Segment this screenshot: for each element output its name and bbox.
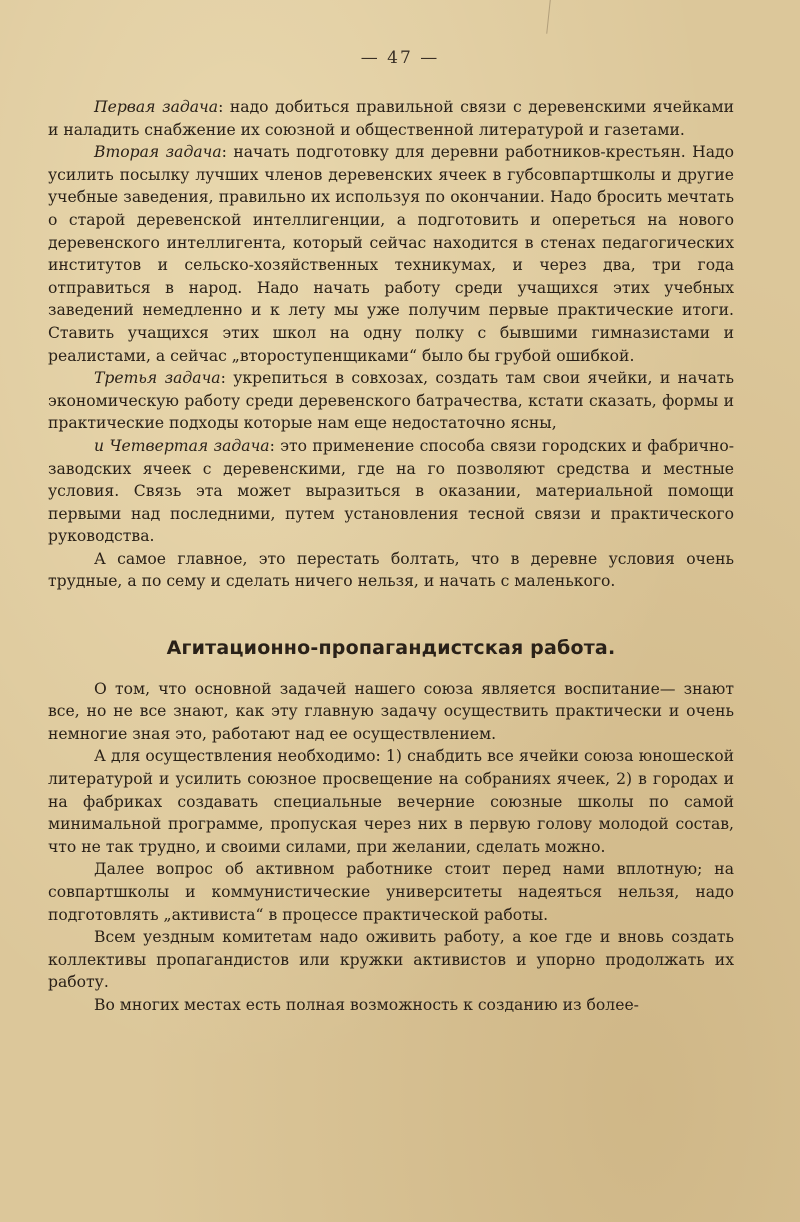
paragraph-second-task — [48, 141, 734, 367]
task-label-fourth: Четвертая задача — [109, 436, 270, 455]
section-heading: Агитационно-пропагандистская работа. — [166, 637, 616, 660]
paragraph-committees: Всем уездным комитетам надо оживить работу, а кое где и вновь создать коллективы пропагандистов или кружки активистов и упорно продолжать их работу. — [48, 928, 734, 992]
task-label-second: Вторая задача — [94, 143, 222, 162]
paragraph-education-goal: О том, что основной задачей нашего союза является воспитание— знают все, но не все знают, как эту главную задачу осуществить практически и очень немногие зная это, работают над ее осуществлением. — [48, 679, 734, 743]
paragraph-active-worker: Далее вопрос об активном работнике стоит перед нами вплотную; на совпартшколы и коммунистические университеты надеяться нельзя, надо подготовлять „активиста“ в процессе практической работы. — [48, 860, 734, 924]
task-label-first: Первая задача — [94, 98, 219, 116]
paragraph-continued: Во многих местах есть полная возможность к созданию из более- — [94, 995, 639, 1014]
paragraph-requirements: А для осуществления необходимо: 1) снабдить все ячейки союза юношеской литературой и усилить союзное просвещение на собраниях ячеек, 2) в городах и на фабриках создавать специальные вечерние союзные школы по самой минимальной программе, пропуская через них в первую голову молодой состав, что не так трудно, и своими силами, при желании, сделать можно. — [48, 747, 734, 856]
paper-crease-mark — [546, 0, 555, 34]
task-text-fourth: : это применение способа связи городских и фабрично-заводских ячеек с деревенскими, где на го позволяют средства и местные условия. Связь эта может выразиться в оказании, материальной помощи первыми над последними, путем установления тесной связи и практического руководства. — [48, 436, 735, 546]
paragraph-first-task — [48, 96, 734, 141]
text-column — [48, 96, 734, 1017]
paragraph-fourth-task — [48, 435, 734, 548]
task-text-first: : надо добиться правильной связи с деревенскими ячейками и наладить снабжение их союзной и общественной литературой и газетами. — [48, 98, 734, 139]
task-label-third: Третья задача — [94, 369, 221, 388]
paragraph-third-task — [48, 367, 734, 435]
task-prefix-fourth: и — [94, 436, 110, 455]
page-number: — 47 — — [360, 48, 440, 68]
paragraph-conclusion: А самое главное, это перестать болтать, что в деревне условия очень трудные, а по сему и сделать ничего нельзя, и начать с маленького. — [48, 549, 734, 591]
task-text-third: : укрепиться в совхозах, создать там свои ячейки, и начать экономическую работу среди деревенского батрачества, кстати сказать, формы и практические подходы которые нам еще недостаточно ясны, — [48, 369, 735, 433]
task-text-second: : начать подготовку для деревни работников-крестьян. Надо усилить посылку лучших членов деревенских ячеек в губсовпартшколы и другие учебные заведения, правильно их используя по окончании. Надо бросить мечтать о старой деревенской интеллигенции, а подготовить и опереться на нового деревенского интеллигента, который сейчас находится в стенах педагогических институтов и сельско-хозяйственных техникумах, и через два, три года отправиться в народ. Надо начать работу среди учащихся этих учебных заведений немедленно и к лету мы уже получим первые практические итоги. Ставить учащихся этих школ на одну полку с бывшими гимназистами и реалистами, а сейчас „второступенщиками“ было бы грубой ошибкой. — [48, 143, 734, 365]
